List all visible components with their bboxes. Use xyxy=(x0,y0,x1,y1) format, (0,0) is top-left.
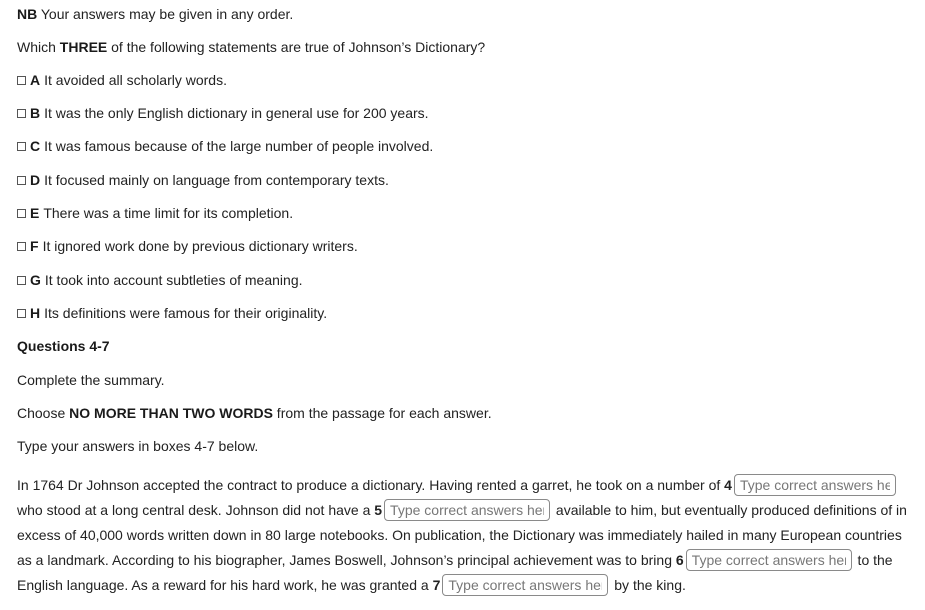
answer-input-6[interactable] xyxy=(686,549,852,571)
option-e-checkbox[interactable] xyxy=(17,209,26,218)
summary-text-2: who stood at a long central desk. Johnson did not have a xyxy=(17,502,375,518)
answer-input-7[interactable] xyxy=(442,574,608,596)
option-e-letter: E xyxy=(30,205,40,221)
question-number-5: 5 xyxy=(374,502,383,518)
option-c-checkbox[interactable] xyxy=(17,142,26,151)
answer-input-5[interactable] xyxy=(384,499,550,521)
instruction-type-answers: Type your answers in boxes 4-7 below. xyxy=(17,438,259,454)
option-h[interactable] xyxy=(17,304,327,322)
instruction-word-limit-emph: NO MORE THAN TWO WORDS xyxy=(69,405,273,421)
option-c[interactable] xyxy=(17,137,433,155)
instruction-complete: Complete the summary. xyxy=(17,372,165,388)
summary-passage xyxy=(17,473,912,598)
question-number-6: 6 xyxy=(675,552,684,568)
option-f-text: It ignored work done by previous dictionary writers. xyxy=(42,238,358,254)
instruction-word-limit-post: from the passage for each answer. xyxy=(272,405,492,421)
option-h-letter: H xyxy=(30,305,41,321)
option-c-letter: C xyxy=(30,138,41,154)
option-a-letter: A xyxy=(30,72,41,88)
question-stem-emph: THREE xyxy=(59,39,108,55)
option-b-letter: B xyxy=(30,105,41,121)
summary-text-1: In 1764 Dr Johnson accepted the contract to produce a dictionary. Having rented a garret, he took on a number of xyxy=(17,477,725,493)
summary-text-3: available to him, but eventually produced definitions of in excess of 40,000 words written down in 80 large notebooks. On publication, the Dictionary was immediately hailed in many European countries as a landmark. According to his biographer, James Boswell, Johnson’s principal achievement was to bring xyxy=(17,502,907,568)
option-h-checkbox[interactable] xyxy=(17,309,26,318)
option-f-letter: F xyxy=(30,238,39,254)
question-stem-pre: Which xyxy=(17,39,60,55)
section-heading-text: Questions 4-7 xyxy=(17,338,110,354)
option-h-text: Its definitions were famous for their originality. xyxy=(44,305,328,321)
option-a[interactable] xyxy=(17,71,227,89)
option-d[interactable] xyxy=(17,171,389,189)
option-d-letter: D xyxy=(30,172,41,188)
option-g-text: It took into account subtleties of meaning. xyxy=(44,272,303,288)
option-c-text: It was famous because of the large number of people involved. xyxy=(44,138,434,154)
section-heading xyxy=(17,337,110,355)
option-f-checkbox[interactable] xyxy=(17,242,26,251)
instruction-word-limit-pre: Choose xyxy=(17,405,70,421)
option-b[interactable] xyxy=(17,104,429,122)
instruction-word-limit xyxy=(17,404,492,422)
summary-text-4: to the English language. As a reward for his hard work, he was granted a xyxy=(17,552,893,593)
option-e[interactable] xyxy=(17,204,293,222)
question-stem xyxy=(17,38,485,56)
question-stem-post: of the following statements are true of Johnson’s Dictionary? xyxy=(107,39,486,55)
option-b-checkbox[interactable] xyxy=(17,109,26,118)
question-number-4: 4 xyxy=(724,477,732,493)
option-e-text: There was a time limit for its completion. xyxy=(43,205,294,221)
question-number-7: 7 xyxy=(432,577,441,593)
option-g[interactable] xyxy=(17,271,303,289)
note-text: Your answers may be given in any order. xyxy=(37,6,294,22)
answer-input-4[interactable] xyxy=(734,474,896,496)
note-line xyxy=(17,5,293,23)
summary-text-5: by the king. xyxy=(610,577,686,593)
option-b-text: It was the only English dictionary in general use for 200 years. xyxy=(44,105,429,121)
option-f[interactable] xyxy=(17,237,358,255)
option-a-checkbox[interactable] xyxy=(17,76,26,85)
option-d-checkbox[interactable] xyxy=(17,176,26,185)
note-prefix: NB xyxy=(17,6,38,22)
option-g-letter: G xyxy=(30,272,41,288)
option-a-text: It avoided all scholarly words. xyxy=(44,72,227,88)
option-g-checkbox[interactable] xyxy=(17,276,26,285)
option-d-text: It focused mainly on language from contemporary texts. xyxy=(44,172,389,188)
